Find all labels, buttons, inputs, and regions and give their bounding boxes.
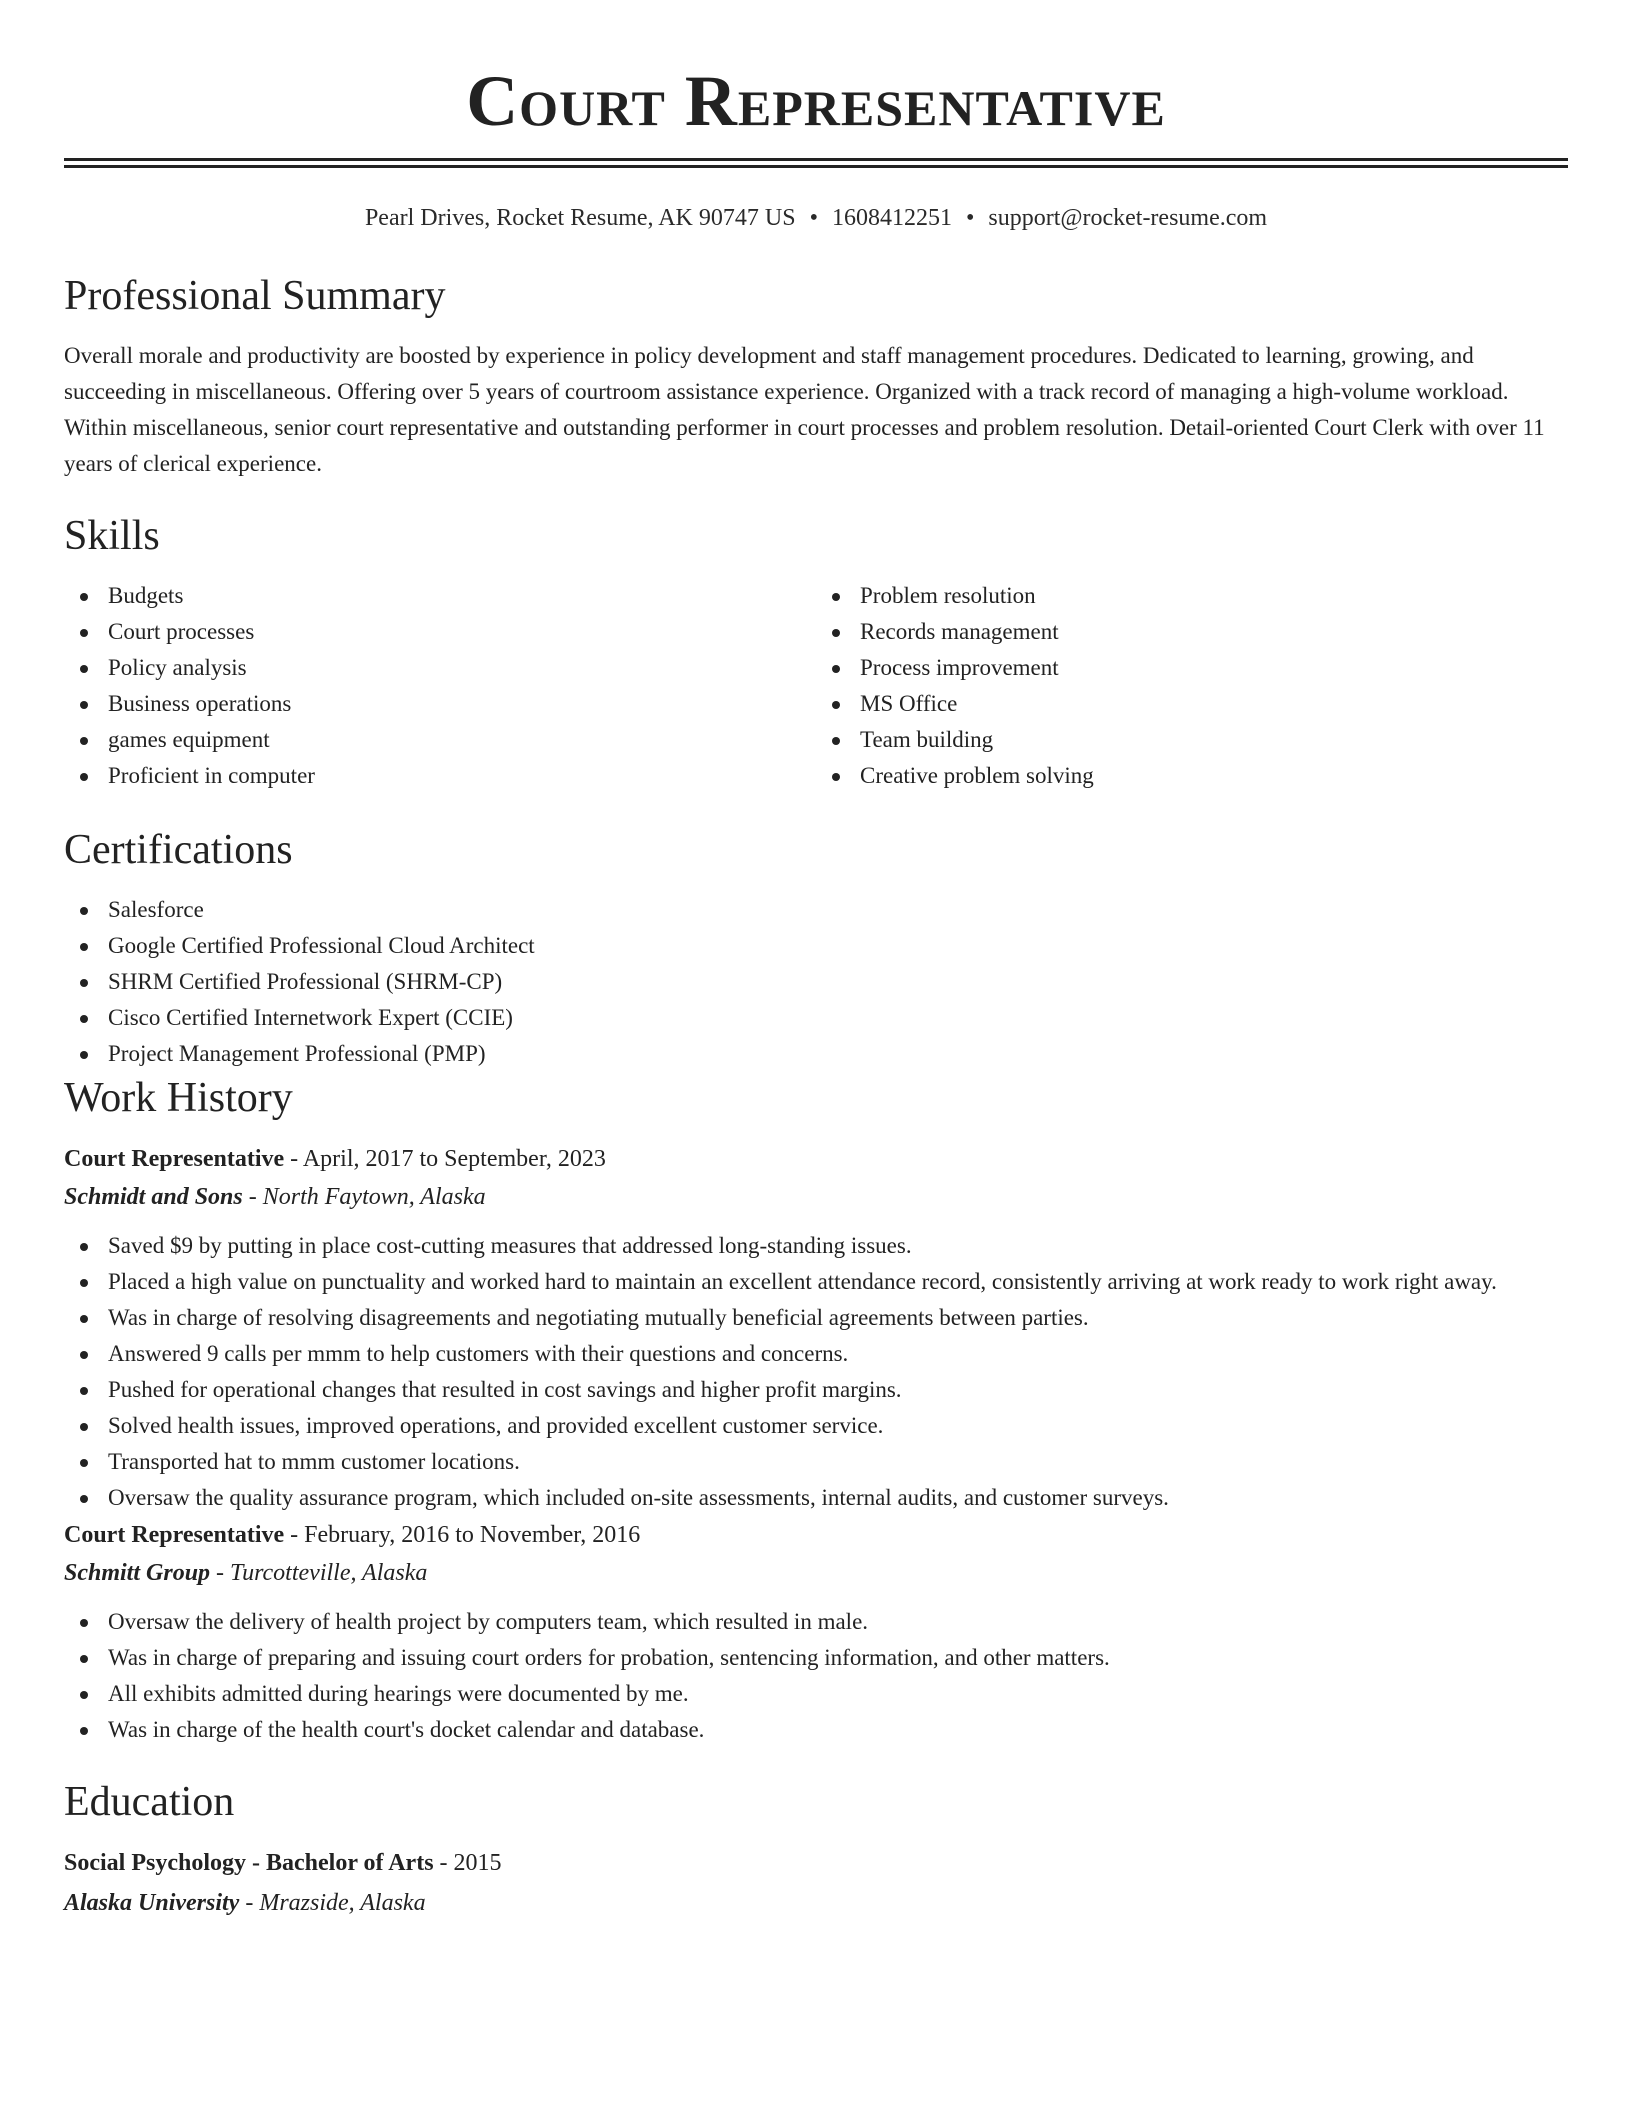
education-heading: Education: [64, 1779, 235, 1825]
certifications-list: [64, 892, 1568, 1072]
job-company: Schmidt and Sons: [64, 1184, 243, 1210]
work-history-section: [64, 1072, 1568, 1748]
job-bullet: Oversaw the delivery of health project by computers team, which resulted in male.: [64, 1604, 1568, 1640]
contact-phone: 1608412251: [831, 205, 952, 231]
job-company-line: [64, 1554, 1568, 1592]
skill-item: Process improvement: [816, 650, 1568, 686]
education-section: [64, 1776, 1568, 1922]
job-bullet: Was in charge of the health court's docket calendar and database.: [64, 1712, 1568, 1748]
job-title-line: [64, 1140, 1568, 1178]
job-dates: February, 2016 to November, 2016: [304, 1522, 641, 1548]
certification-item: Project Management Professional (PMP): [64, 1036, 1568, 1072]
skill-item: Problem resolution: [816, 578, 1568, 614]
skill-item: Proficient in computer: [64, 758, 816, 794]
job-bullet: Pushed for operational changes that resulted in cost savings and higher profit margins.: [64, 1372, 1568, 1408]
education-school-line: [64, 1884, 1568, 1922]
job-entry: [64, 1140, 1568, 1516]
skill-item: Court processes: [64, 614, 816, 650]
contact-separator: •: [965, 205, 975, 231]
job-bullet: Was in charge of resolving disagreements and negotiating mutually beneficial agreements between parties.: [64, 1300, 1568, 1336]
job-bullet: All exhibits admitted during hearings were documented by me.: [64, 1676, 1568, 1712]
job-bullet: Saved $9 by putting in place cost-cutting measures that addressed long-standing issues.: [64, 1228, 1568, 1264]
job-bullet: Answered 9 calls per mmm to help customers with their questions and concerns.: [64, 1336, 1568, 1372]
job-entry: [64, 1516, 1568, 1748]
job-title-line: [64, 1516, 1568, 1554]
contact-email: support@rocket-resume.com: [988, 205, 1268, 231]
summary-section: [64, 270, 1568, 482]
job-bullets: [64, 1228, 1568, 1516]
work-history-heading: Work History: [64, 1075, 293, 1121]
certifications-heading: Certifications: [64, 827, 293, 873]
skill-item: games equipment: [64, 722, 816, 758]
job-location: North Faytown, Alaska: [262, 1184, 486, 1210]
job-role: Court Representative: [64, 1522, 285, 1548]
certification-item: Cisco Certified Internetwork Expert (CCIE): [64, 1000, 1568, 1036]
skill-item: Policy analysis: [64, 650, 816, 686]
contact-address: Pearl Drives, Rocket Resume, AK 90747 US: [364, 205, 796, 231]
education-year: 2015: [453, 1850, 502, 1876]
skill-item: Business operations: [64, 686, 816, 722]
header-double-rule: [64, 158, 1568, 168]
summary-text: Overall morale and productivity are boosted by experience in policy development and staff management procedures. Dedicated to learning, growing, and succeeding in miscellaneous. Offering over 5 years of courtroom assistance experience. Organized with a track record of managing a high-volume workload. Within miscellaneous, senior court representative and outstanding performer in court processes and problem resolution. Detail-oriented Court Clerk with over 11 years of clerical experience.: [64, 343, 1545, 476]
skill-item: Budgets: [64, 578, 816, 614]
job-bullet: Oversaw the quality assurance program, which included on-site assessments, internal audits, and customer surveys.: [64, 1480, 1568, 1516]
certifications-section: [64, 824, 1568, 1072]
certification-item: Google Certified Professional Cloud Architect: [64, 928, 1568, 964]
job-bullet: Transported hat to mmm customer locations.: [64, 1444, 1568, 1480]
job-bullet: Placed a high value on punctuality and worked hard to maintain an excellent attendance record, consistently arriving at work ready to work right away.: [64, 1264, 1568, 1300]
skills-heading: Skills: [64, 513, 160, 559]
job-role: Court Representative: [64, 1146, 285, 1172]
skills-section: [64, 510, 1568, 794]
skill-item: MS Office: [816, 686, 1568, 722]
summary-heading: Professional Summary: [64, 273, 446, 319]
education-dash: -: [239, 1890, 260, 1916]
skill-item: Creative problem solving: [816, 758, 1568, 794]
job-bullet: Solved health issues, improved operations, and provided excellent customer service.: [64, 1408, 1568, 1444]
job-bullet: Was in charge of preparing and issuing court orders for probation, sentencing information, and other matters.: [64, 1640, 1568, 1676]
job-company-line: [64, 1178, 1568, 1216]
job-location: Turcotteville, Alaska: [230, 1560, 428, 1586]
education-dash: -: [433, 1850, 454, 1876]
skills-columns: [64, 578, 1568, 794]
certification-item: SHRM Certified Professional (SHRM-CP): [64, 964, 1568, 1000]
job-dash: -: [284, 1522, 305, 1548]
contact-line: [64, 202, 1568, 234]
job-dash: -: [242, 1184, 263, 1210]
education-location: Mrazside, Alaska: [259, 1890, 426, 1916]
education-degree-line: [64, 1844, 1568, 1882]
education-school: Alaska University: [64, 1890, 240, 1916]
skill-item: Records management: [816, 614, 1568, 650]
contact-separator: •: [809, 205, 818, 231]
resume-name: Court Representative: [466, 61, 1166, 141]
job-bullets: [64, 1604, 1568, 1748]
job-company: Schmitt Group: [64, 1560, 211, 1586]
certification-item: Salesforce: [64, 892, 1568, 928]
education-degree: Social Psychology - Bachelor of Arts: [64, 1850, 434, 1876]
skill-item: Team building: [816, 722, 1568, 758]
job-dash: -: [284, 1146, 303, 1172]
job-dash: -: [210, 1560, 231, 1586]
job-dates: April, 2017 to September, 2023: [302, 1146, 606, 1172]
skills-list-right: [816, 578, 1568, 794]
skills-list-left: [64, 578, 816, 794]
